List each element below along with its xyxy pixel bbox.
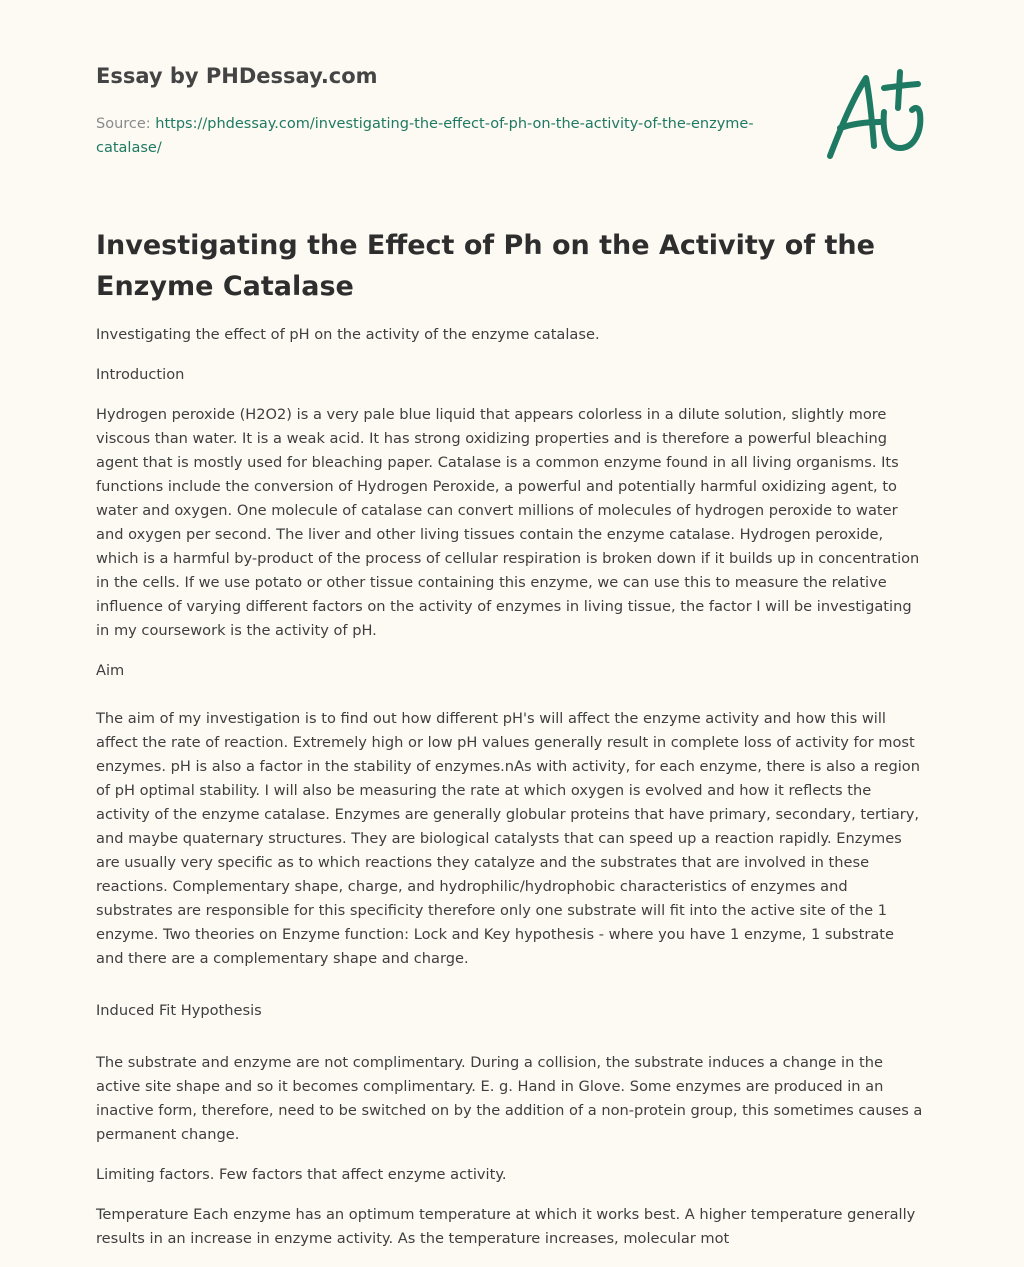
limiting-factors-line: Limiting factors. Few factors that affect enzyme activity. (96, 1166, 507, 1183)
section-heading-induced-fit: Induced Fit Hypothesis (96, 1002, 262, 1019)
source-link[interactable]: https://phdessay.com/investigating-the-effect-of-ph-on-the-activity-of-the-enzyme-catalase/ (96, 116, 754, 156)
aim-paragraph: The aim of my investigation is to find out how different pH's will affect the enzyme activity and how this will affect the rate of reaction. Extremely high or low pH values generally result in complete loss of activity for most enzymes. pH is also a factor in the stability of enzymes.nAs with activity, for each enzyme, there is also a region of pH optimal stability. I will also be measuring the rate at which oxygen is evolved and how it reflects the activity of the enzyme catalase. Enzymes are generally globular proteins that have primary, secondary, tertiary, and maybe quaternary structures. They are biological catalysts that can speed up a reaction rapidly. Enzymes are usually very specific as to which reactions they catalyze and the substrates that are involved in these reactions. Complementary shape, charge, and hydrophilic/hydrophobic characteristics of enzymes and substrates are responsible for this specificity therefore only one substrate will fit into the active site of the 1 enzyme. Two theories on Enzyme function: Lock and Key hypothesis - where you have 1 enzyme, 1 substrate and there are a complementary shape and charge. (96, 710, 920, 967)
source-label: Source: (96, 116, 151, 132)
section-heading-introduction: Introduction (96, 366, 185, 383)
essay-intro-line: Investigating the effect of pH on the activity of the enzyme catalase. (96, 326, 600, 343)
induced-fit-paragraph: The substrate and enzyme are not complimentary. During a collision, the substrate induces a change in the active site shape and so it becomes complimentary. E. g. Hand in Glove. Some enzymes are produced in an inactive form, therefore, need to be switched on by the addition of a non-protein group, this sometimes causes a permanent change. (96, 1054, 923, 1143)
site-title: Essay by PHDessay.com (96, 64, 378, 88)
essay-title: Investigating the Effect of Ph on the Activity of the Enzyme Catalase (96, 230, 875, 302)
source-line (96, 112, 796, 160)
temperature-paragraph: Temperature Each enzyme has an optimum temperature at which it works best. A higher temperature generally results in an increase in enzyme activity. As the temperature increases, molecular mot (96, 1206, 916, 1247)
essay-body (96, 323, 926, 1267)
a-plus-logo-icon (822, 68, 932, 164)
introduction-paragraph: Hydrogen peroxide (H2O2) is a very pale blue liquid that appears colorless in a dilute solution, slightly more viscous than water. It is a weak acid. It has strong oxidizing properties and is therefore a powerful bleaching agent that is mostly used for bleaching paper. Catalase is a common enzyme found in all living organisms. Its functions include the conversion of Hydrogen Peroxide, a powerful and potentially harmful oxidizing agent, to water and oxygen. One molecule of catalase can convert millions of molecules of hydrogen peroxide to water and oxygen per second. The liver and other living tissues contain the enzyme catalase. Hydrogen peroxide, which is a harmful by-product of the process of cellular respiration is broken down if it builds up in concentration in the cells. If we use potato or other tissue containing this enzyme, we can use this to measure the relative influence of varying different factors on the activity of enzymes in living tissue, the factor I will be investigating in my coursework is the activity of pH. (96, 406, 920, 639)
section-heading-aim: Aim (96, 662, 125, 679)
